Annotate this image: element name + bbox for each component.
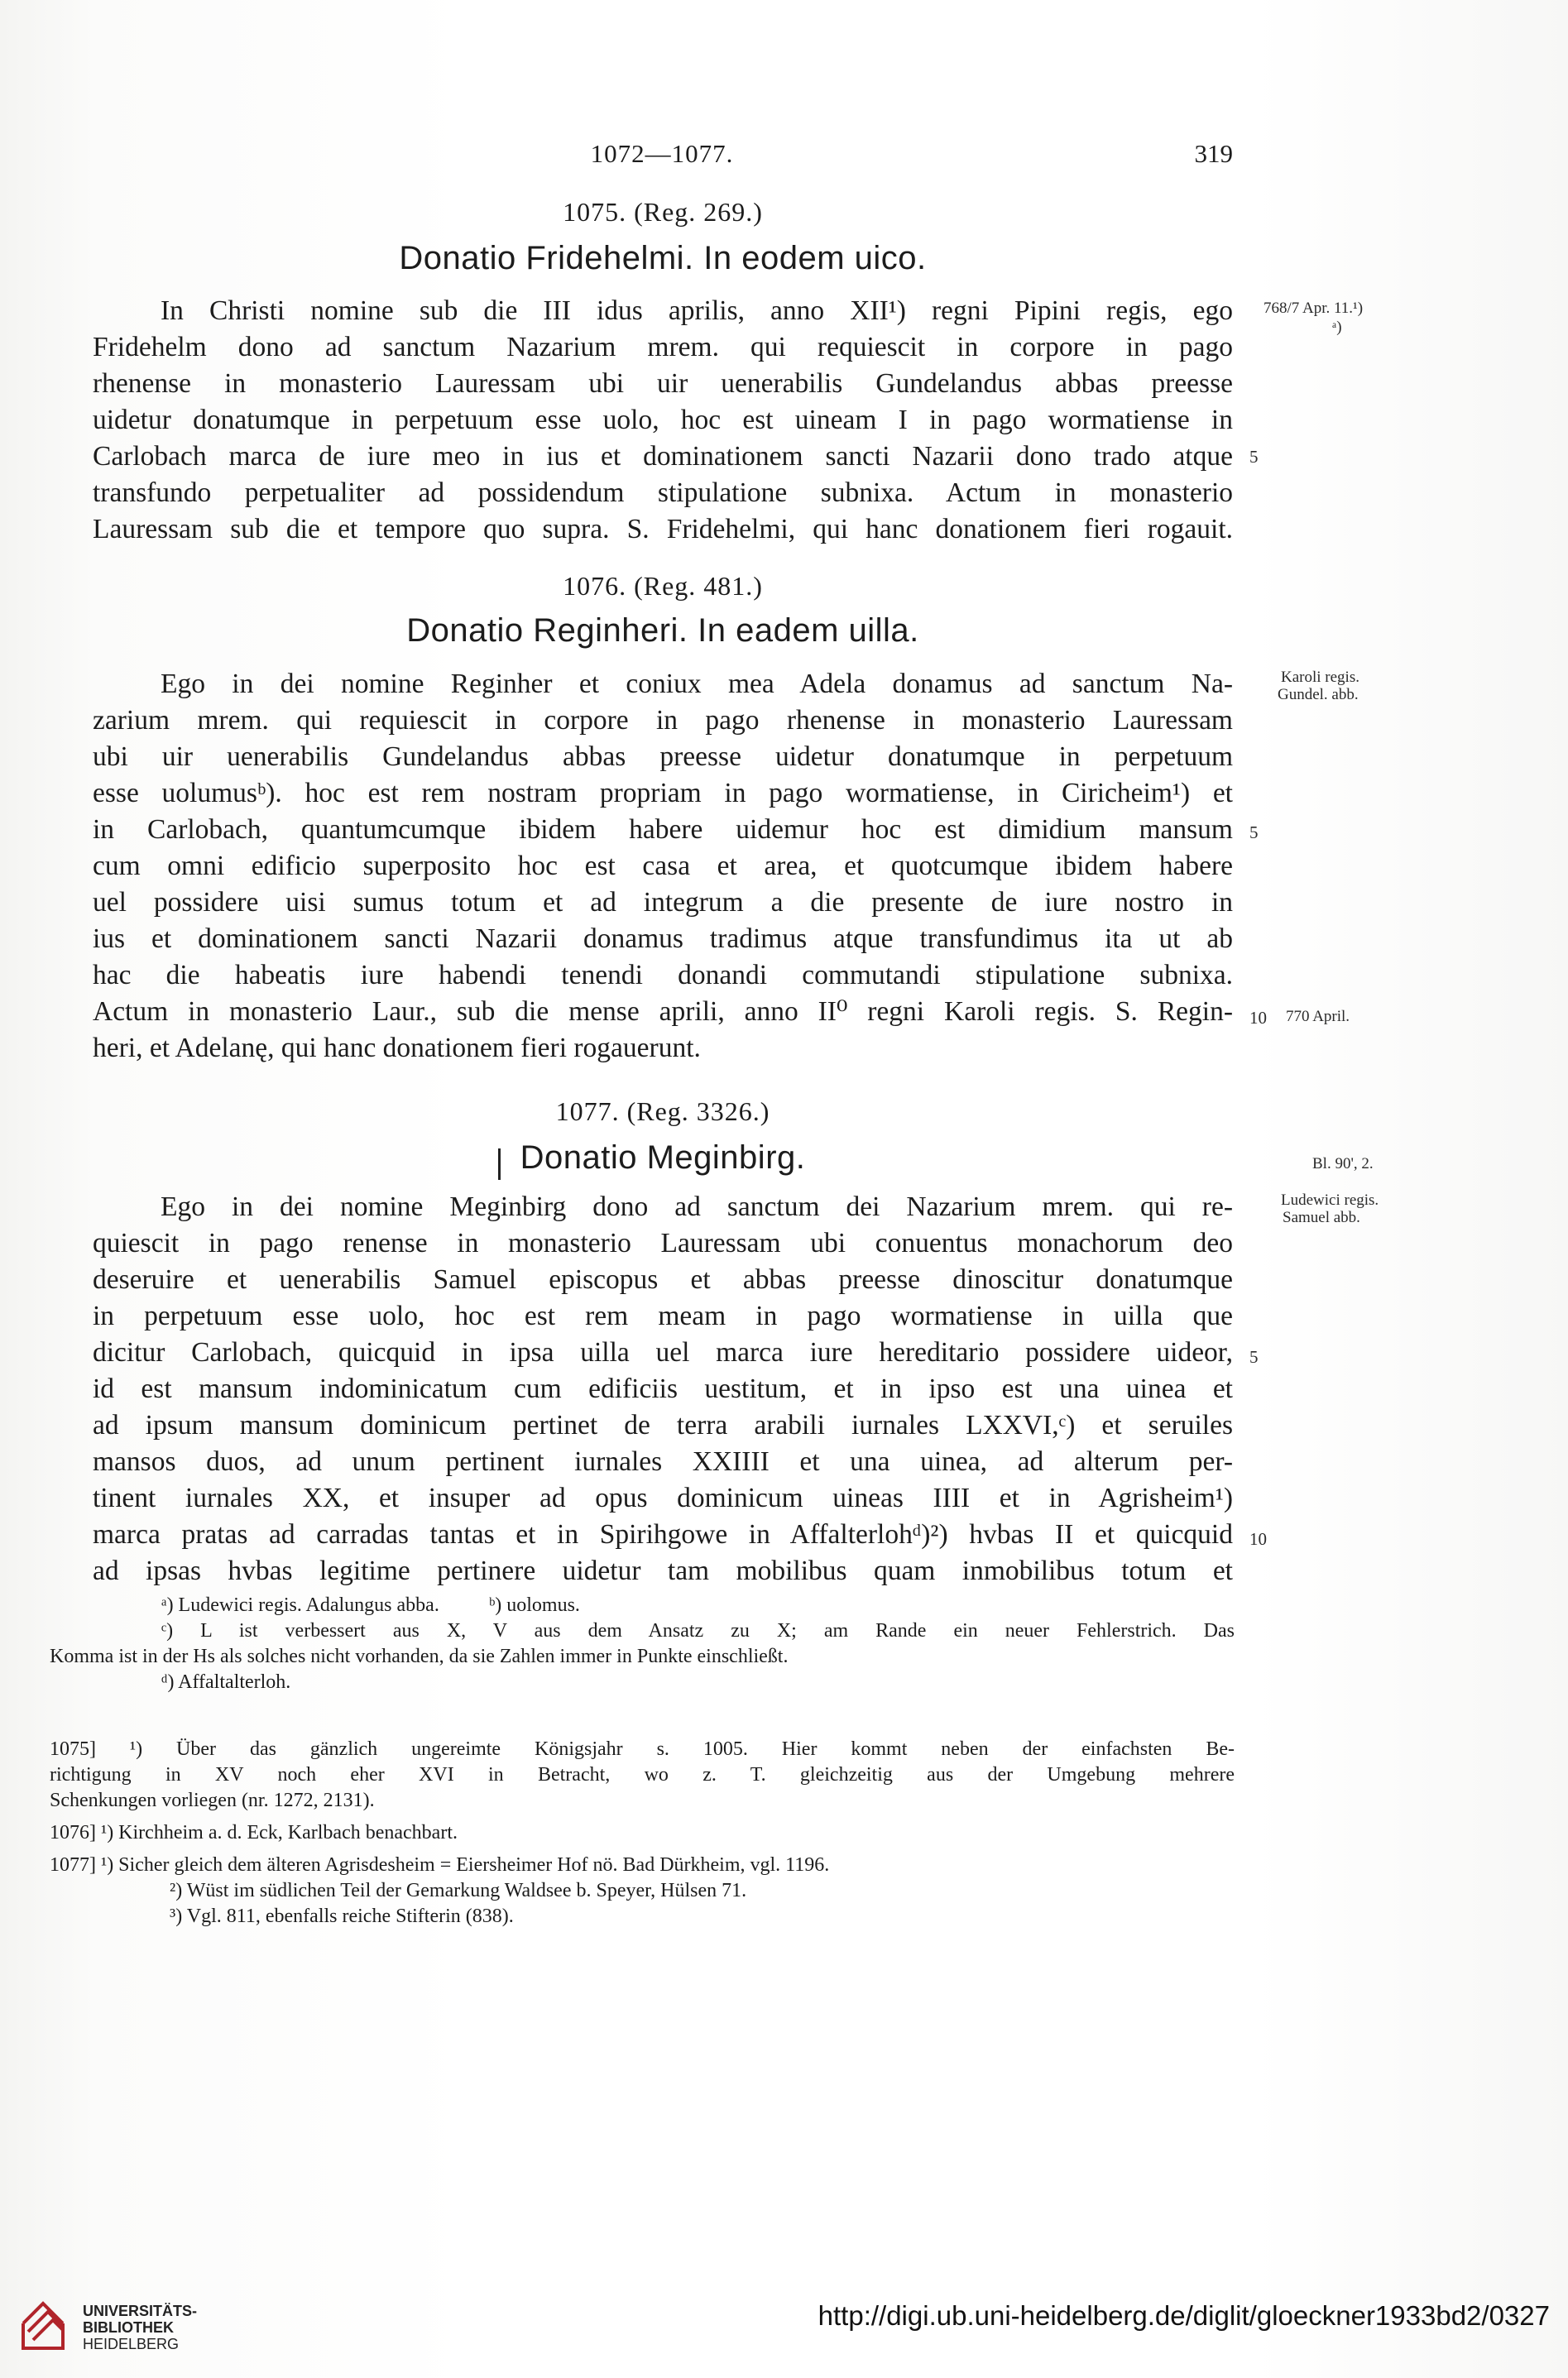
logo-line-2: BIBLIOTHEK [83, 2319, 174, 2336]
text-line: Fridehelm dono ad sanctum Nazarium mrem. qui requiescit in corpore in pago [93, 332, 1233, 362]
note-a: ᵃ) Ludewici regis. Adalungus abba. [161, 1594, 439, 1616]
text-line: Actum in monasterio Laur., sub die mense aprili, anno II⁰ regni Karoli regis. S. Regin- [93, 996, 1233, 1027]
textual-notes [50, 1593, 1235, 1695]
logo-line-3: HEIDELBERG [83, 2336, 180, 2352]
line-number: 5 [1249, 447, 1259, 467]
note-1076: 1076] ¹) Kirchheim a. d. Eck, Karlbach benachbart. [50, 1822, 458, 1843]
margin-karoli: Karoli regis. [1281, 669, 1359, 686]
text-line: Carlobach marca de iure meo in ius et dominationem sancti Nazarii dono trado atque [93, 441, 1233, 472]
text-line: In Christi nomine sub die III idus aprilis, anno XII¹) regni Pipini regis, ego [161, 295, 1233, 326]
note-1075-line1: 1075] ¹) Über das gänzlich ungereimte Königsjahr s. 1005. Hier kommt neben der einfachsten Be- [50, 1738, 1235, 1760]
logo-line-1: UNIVERSITÄTS- [83, 2303, 198, 2319]
entry-1076-body [93, 666, 1233, 1067]
entry-1075-number: 1075. (Reg. 269.) [563, 197, 763, 227]
text-line: tinent iurnales XX, et insuper ad opus dominicum uineas IIII et in Agrisheim¹) [93, 1483, 1233, 1513]
note-1077-line1: 1077] ¹) Sicher gleich dem älteren Agrisdesheim = Eiersheimer Hof nö. Bad Dürkheim, vgl. 1196. [50, 1854, 830, 1876]
margin-samuel: Samuel abb. [1283, 1209, 1360, 1226]
note-1075-line2: richtigung in XV noch eher XVI in Betracht, wo z. T. gleichzeitig aus der Umgebung mehrere [50, 1764, 1235, 1786]
note-1075-line3: Schenkungen vorliegen (nr. 1272, 2131). [50, 1790, 375, 1811]
text-line: id est mansum indominicatum cum edificiis uestitum, et in ipso est una uinea et [93, 1374, 1233, 1404]
historical-notes [50, 1737, 1235, 1930]
text-line: in perpetuum esse uolo, hoc est rem meam in pago wormatiense in uilla que [93, 1301, 1233, 1331]
university-library-logo [18, 2295, 68, 2353]
page-number: 319 [1194, 139, 1233, 168]
entry-1075-body [93, 293, 1233, 548]
text-line: uidetur donatumque in perpetuum esse uolo, hoc est uineam I in pago wormatiense in [93, 405, 1233, 435]
line-number: 5 [1249, 1347, 1259, 1367]
line-number: 10 [1249, 1529, 1267, 1549]
margin-date-1075: 768/7 Apr. 11.¹) [1264, 300, 1364, 317]
text-line: deseruire et uenerabilis Samuel episcopus et abbas preesse dinoscitur donatumque [93, 1264, 1233, 1295]
note-c-line1: ᶜ) L ist verbessert aus X, V aus dem Ansatz zu X; am Rande ein neuer Fehlerstrich. Das [161, 1620, 1235, 1642]
text-line: mansos duos, ad unum pertinent iurnales XXIIII et una uinea, ad alterum per- [93, 1446, 1233, 1477]
text-line: dicitur Carlobach, quicquid in ipsa uilla uel marca iure hereditario possidere uideor, [93, 1337, 1233, 1368]
note-d: ᵈ) Affaltalterloh. [161, 1671, 291, 1693]
margin-date-1076: 770 April. [1286, 1008, 1350, 1025]
text-line: rhenense in monasterio Lauressam ubi uir uenerabilis Gundelandus abbas preesse [93, 368, 1233, 399]
entry-1076-number: 1076. (Reg. 481.) [563, 571, 763, 601]
text-line: uel possidere uisi sumus totum et ad integrum a die presente de iure nostro in [93, 887, 1233, 918]
library-name [83, 2303, 197, 2352]
text-line: Lauressam sub die et tempore quo supra. S. Fridehelmi, qui hanc donationem fieri rogauit. [93, 514, 1233, 544]
margin-gundel: Gundel. abb. [1278, 686, 1359, 703]
entry-1075-title: Donatio Fridehelmi. In eodem uico. [399, 240, 927, 276]
text-line: ubi uir uenerabilis Gundelandus abbas preesse uidetur donatumque in perpetuum [93, 741, 1233, 772]
line-number: 10 [1249, 1008, 1267, 1028]
note-1077-line3: ³) Vgl. 811, ebenfalls reiche Stifterin (838). [170, 1906, 514, 1927]
text-line: transfundo perpetualiter ad possidendum stipulatione subnixa. Actum in monasterio [93, 477, 1233, 508]
text-line: cum omni edificio superposito hoc est casa et area, et quotcumque ibidem habere [93, 851, 1233, 881]
text-line: in Carlobach, quantumcumque ibidem habere uidemur hoc est dimidium mansum [93, 814, 1233, 845]
entry-1077-body [93, 1189, 1233, 1589]
document-url-link[interactable]: http://digi.ub.uni-heidelberg.de/diglit/gloeckner1933bd2/0327 [818, 2300, 1550, 2331]
text-line: zarium mrem. qui requiescit in corpore in pago rhenense in monasterio Lauressam [93, 705, 1233, 736]
text-line: Ego in dei nomine Meginbirg dono ad sanctum dei Nazarium mrem. qui re- [161, 1191, 1233, 1222]
margin-ludewici: Ludewici regis. [1281, 1191, 1379, 1209]
entry-1076-title: Donatio Reginheri. In eadem uilla. [406, 612, 919, 649]
text-line: ad ipsum mansum dominicum pertinet de terra arabili iurnales LXXVI,ᶜ) et seruiles [93, 1410, 1233, 1441]
note-1077-line2: ²) Wüst im südlichen Teil der Gemarkung Waldsee b. Speyer, Hülsen 71. [170, 1880, 747, 1901]
text-line: heri, et Adelanę, qui hanc donationem fieri rogauerunt. [93, 1033, 701, 1063]
margin-folio: Bl. 90', 2. [1312, 1155, 1374, 1172]
text-line: Ego in dei nomine Reginher et coniux mea Adela donamus ad sanctum Na- [161, 669, 1233, 699]
text-line: hac die habeatis iure habendi tenendi donandi commutandi stipulatione subnixa. [93, 960, 1233, 990]
header-range: 1072—1077. [590, 139, 734, 168]
text-line: marca pratas ad carradas tantas et in Spirihgowe in Affalterlohᵈ)²) hvbas II et quicquid [93, 1519, 1233, 1550]
text-line: ad ipsas hvbas legitime pertinere uidetur tam mobilibus quam inmobilibus totum et [93, 1556, 1233, 1586]
margin-footnote-ref: ᵃ) [1332, 319, 1342, 336]
text-line: ius et dominationem sancti Nazarii donamus tradimus atque transfundimus ita ut ab [93, 923, 1233, 954]
line-number: 5 [1249, 822, 1259, 842]
running-header [91, 139, 1233, 172]
entry-1077-title: Donatio Meginbirg. [520, 1139, 806, 1176]
note-c-line2: Komma ist in der Hs als solches nicht vorhanden, da sie Zahlen immer in Punkte einschließt. [50, 1646, 789, 1667]
note-b: ᵇ) uolomus. [488, 1594, 580, 1616]
entry-1077-number: 1077. (Reg. 3326.) [555, 1096, 770, 1126]
text-line: esse uolumusᵇ). hoc est rem nostram propriam in pago wormatiense, in Ciricheim¹) et [93, 778, 1233, 808]
text-line: quiescit in pago renense in monasterio Lauressam ubi conuentus monachorum deo [93, 1228, 1233, 1259]
